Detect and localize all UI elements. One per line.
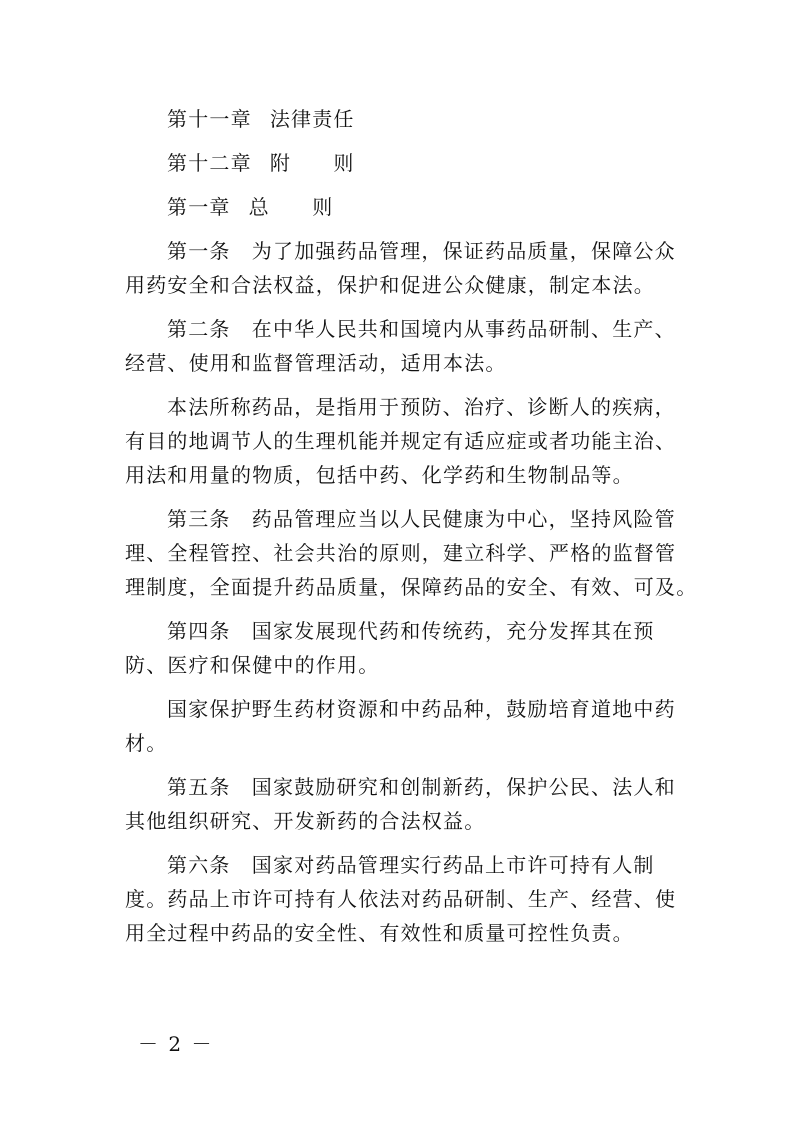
paragraph-line: 第三条 药品管理应当以人民健康为中心，坚持风险管 xyxy=(167,507,676,531)
article-2 xyxy=(125,312,675,380)
paragraph-line: 第六条 国家对药品管理实行药品上市许可持有人制 xyxy=(167,853,655,877)
paragraph-line: 有目的地调节人的生理机能并规定有适应症或者功能主治、 xyxy=(125,429,677,453)
paragraph-line: 用全过程中药品的安全性、有效性和质量可控性负责。 xyxy=(125,921,634,945)
toc-chapter-title: 附 则 xyxy=(269,151,355,175)
article-2-drug-definition xyxy=(125,390,675,492)
paragraph-line: 第五条 国家鼓励研究和创制新药，保护公民、法人和 xyxy=(167,775,676,799)
chapter-label: 第一章 xyxy=(167,195,231,219)
toc-entry-chapter-11 xyxy=(125,102,675,136)
paragraph-line: 第四条 国家发展现代药和传统药，充分发挥其在预 xyxy=(167,619,655,643)
paragraph-line: 用法和用量的物质，包括中药、化学药和生物制品等。 xyxy=(125,463,634,487)
toc-chapter-title: 法律责任 xyxy=(269,107,355,131)
paragraph-line: 度。药品上市许可持有人依法对药品研制、生产、经营、使 xyxy=(125,887,677,911)
paragraph-line: 材。 xyxy=(125,731,168,755)
article-5 xyxy=(125,770,675,838)
page-number: － 2 － xyxy=(138,1032,214,1056)
toc-chapter-label: 第十一章 xyxy=(167,107,252,131)
paragraph-line: 其他组织研究、开发新药的合法权益。 xyxy=(125,809,486,833)
article-6 xyxy=(125,848,675,950)
paragraph-line: 用药安全和合法权益，保护和促进公众健康，制定本法。 xyxy=(125,273,655,297)
article-3 xyxy=(125,502,698,604)
paragraph-line: 理、全程管控、社会共治的原则，建立科学、严格的监督管 xyxy=(125,541,677,565)
page-content xyxy=(125,102,698,950)
article-4-wild-herbs xyxy=(125,692,675,760)
toc-entry-chapter-12 xyxy=(125,146,675,180)
paragraph-line: 国家保护野生药材资源和中药品种，鼓励培育道地中药 xyxy=(167,697,676,721)
paragraph-line: 第二条 在中华人民共和国境内从事药品研制、生产、 xyxy=(167,317,676,341)
article-1 xyxy=(125,234,675,302)
paragraph-line: 防、医疗和保健中的作用。 xyxy=(125,653,380,677)
article-4 xyxy=(125,614,675,682)
paragraph-line: 第一条 为了加强药品管理，保证药品质量，保障公众 xyxy=(167,239,676,263)
paragraph-line: 本法所称药品，是指用于预防、治疗、诊断人的疾病， xyxy=(167,395,676,419)
chapter-heading xyxy=(125,190,675,224)
paragraph-line: 经营、使用和监督管理活动，适用本法。 xyxy=(125,351,507,375)
paragraph-line: 理制度，全面提升药品质量，保障药品的安全、有效、可及。 xyxy=(125,575,698,599)
chapter-title: 总 则 xyxy=(248,195,334,219)
toc-chapter-label: 第十二章 xyxy=(167,151,252,175)
